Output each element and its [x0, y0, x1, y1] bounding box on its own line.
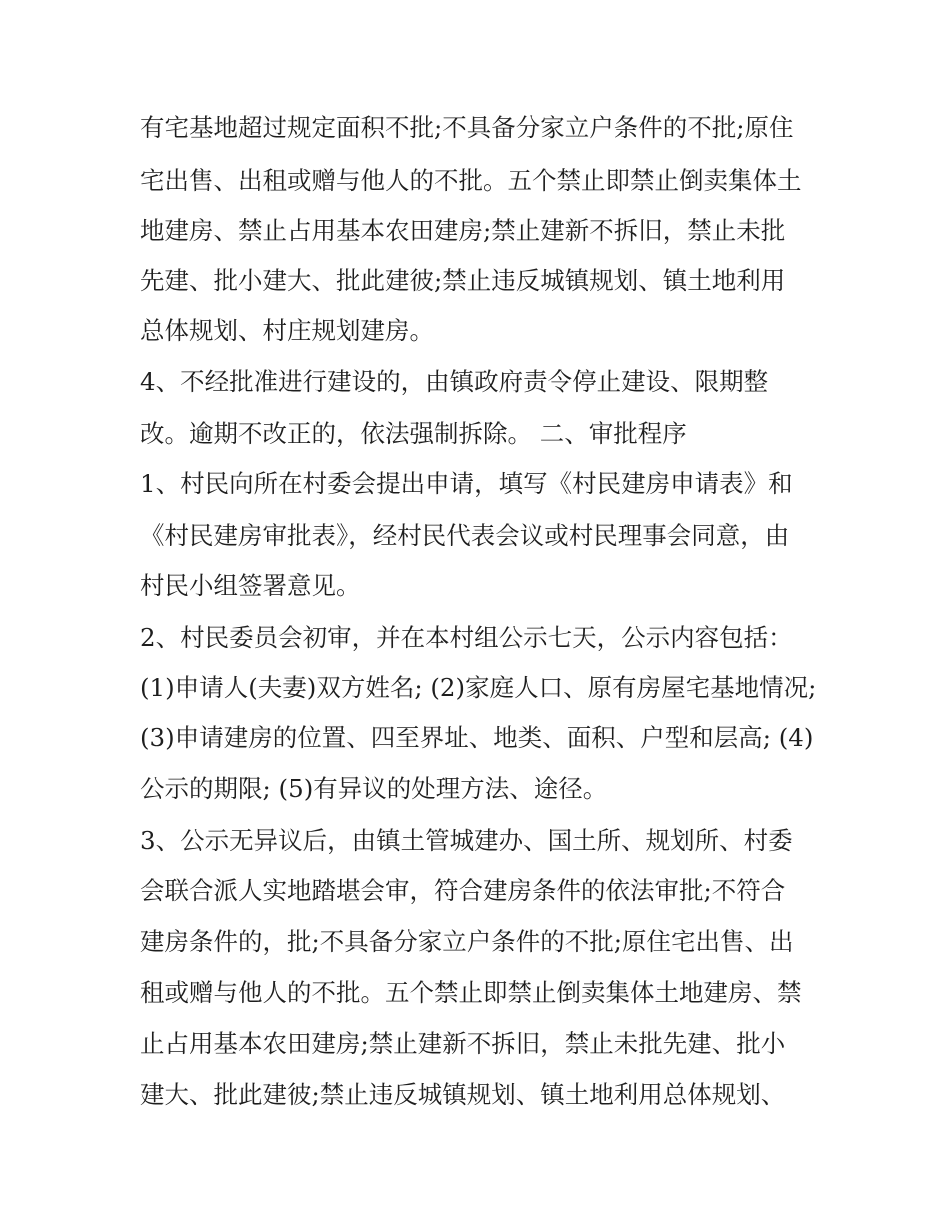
- text-line: 有宅基地超过规定面积不批;不具备分家立户条件的不批;原住: [140, 113, 794, 142]
- text-line: 1、村民向所在村委会提出申请，填写《村民建房申请表》和: [140, 469, 793, 498]
- text-line: 先建、批小建大、批此建彼;禁止违反城镇规划、镇土地利用: [140, 266, 786, 295]
- text-line: 地建房、禁止占用基本农田建房;禁止建新不拆旧，禁止未批: [140, 216, 786, 245]
- text-line: 2、村民委员会初审，并在本村组公示七天，公示内容包括：: [140, 623, 793, 652]
- text-line: 建大、批此建彼;禁止违反城镇规划、镇土地利用总体规划、: [140, 1080, 786, 1109]
- text-line: 总体规划、村庄规划建房。: [140, 316, 434, 345]
- text-line: 建房条件的，批;不具备分家立户条件的不批;原住宅出售、出: [140, 927, 794, 956]
- text-line: 3、公示无异议后，由镇土管城建办、国土所、规划所、村委: [140, 826, 793, 855]
- text-line: 租或赠与他人的不批。五个禁止即禁止倒卖集体土地建房、禁: [140, 978, 802, 1007]
- text-line: 止占用基本农田建房;禁止建新不拆旧，禁止未批先建、批小: [140, 1029, 786, 1058]
- text-line: (1)申请人(夫妻)双方姓名; (2)家庭人口、原有房屋宅基地情况;: [140, 673, 817, 702]
- text-line: 4、不经批准进行建设的，由镇政府责令停止建设、限期整: [140, 367, 769, 396]
- text-line: 会联合派人实地踏堪会审，符合建房条件的依法审批;不符合: [140, 876, 786, 905]
- text-line: 改。逾期不改正的，依法强制拆除。 二、审批程序: [140, 419, 687, 448]
- text-line: 《村民建房审批表》，经村民代表会议或村民理事会同意，由: [140, 521, 790, 550]
- text-line: 村民小组签署意见。: [140, 571, 361, 600]
- text-line: 宅出售、出租或赠与他人的不批。五个禁止即禁止倒卖集体土: [140, 166, 802, 195]
- text-line: 公示的期限; (5)有异议的处理方法、途径。: [140, 774, 608, 803]
- text-line: (3)申请建房的位置、四至界址、地类、面积、户型和层高; (4): [140, 723, 814, 752]
